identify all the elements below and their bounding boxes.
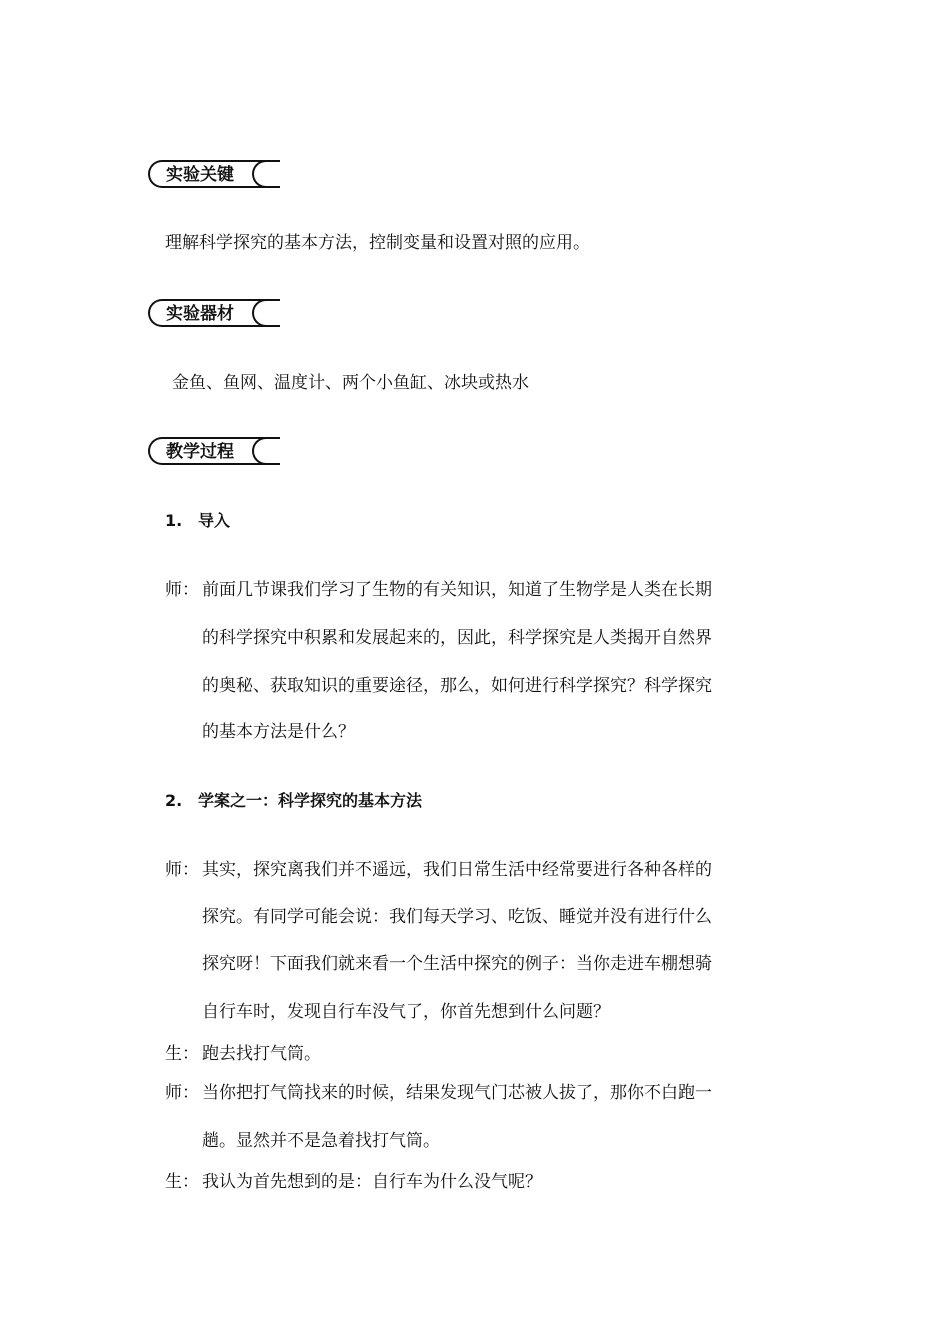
section-bracket-decoration: [252, 437, 280, 465]
section-title: 实验器材: [166, 304, 234, 324]
section-header-key: [148, 160, 266, 188]
paragraph-line: 其实，探究离我们并不遥远，我们日常生活中经常要进行各种各样的: [202, 860, 712, 880]
paragraph-line: 探究。有同学可能会说：我们每天学习、吃饭、睡觉并没有进行什么: [202, 907, 712, 927]
speaker-label: 生：: [165, 1172, 199, 1192]
paragraph-line: 的奥秘、获取知识的重要途径，那么，如何进行科学探究？科学探究: [202, 676, 712, 696]
section-header-process: [148, 437, 266, 465]
paragraph-line: 的科学探究中积累和发展起来的，因此，科学探究是人类揭开自然界: [202, 628, 712, 648]
step-number: 1.: [165, 511, 183, 530]
section-header-materials: [148, 299, 266, 327]
paragraph-line: 的基本方法是什么？: [202, 722, 355, 742]
paragraph-line: 自行车时，发现自行车没气了，你首先想到什么问题？: [202, 1002, 610, 1022]
section-bracket-decoration: [252, 299, 280, 327]
paragraph-line: 当你把打气筒找来的时候，结果发现气门芯被人拔了，那你不白跑一: [202, 1083, 712, 1103]
speaker-label: 师：: [165, 1083, 199, 1103]
paragraph-line: 探究呀！下面我们就来看一个生活中探究的例子：当你走进车棚想骑: [202, 954, 712, 974]
step-title: 导入: [198, 511, 231, 530]
key-text: 理解科学探究的基本方法，控制变量和设置对照的应用。: [165, 233, 590, 253]
materials-text: 金鱼、鱼网、温度计、两个小鱼缸、冰块或热水: [172, 373, 529, 393]
step-title: 学案之一：科学探究的基本方法: [198, 791, 423, 810]
paragraph-line: 趟。显然并不是急着找打气筒。: [202, 1131, 440, 1151]
section-title: 教学过程: [166, 442, 234, 462]
paragraph-line: 前面几节课我们学习了生物的有关知识，知道了生物学是人类在长期: [202, 580, 712, 600]
speaker-label: 生：: [165, 1044, 199, 1064]
speaker-label: 师：: [165, 860, 199, 880]
speaker-label: 师：: [165, 580, 199, 600]
section-title: 实验关键: [166, 165, 234, 185]
paragraph-line: 跑去找打气筒。: [202, 1044, 321, 1064]
paragraph-line: 我认为首先想到的是：自行车为什么没气呢？: [202, 1172, 542, 1192]
section-bracket-decoration: [252, 160, 280, 188]
step-number: 2.: [165, 791, 183, 810]
